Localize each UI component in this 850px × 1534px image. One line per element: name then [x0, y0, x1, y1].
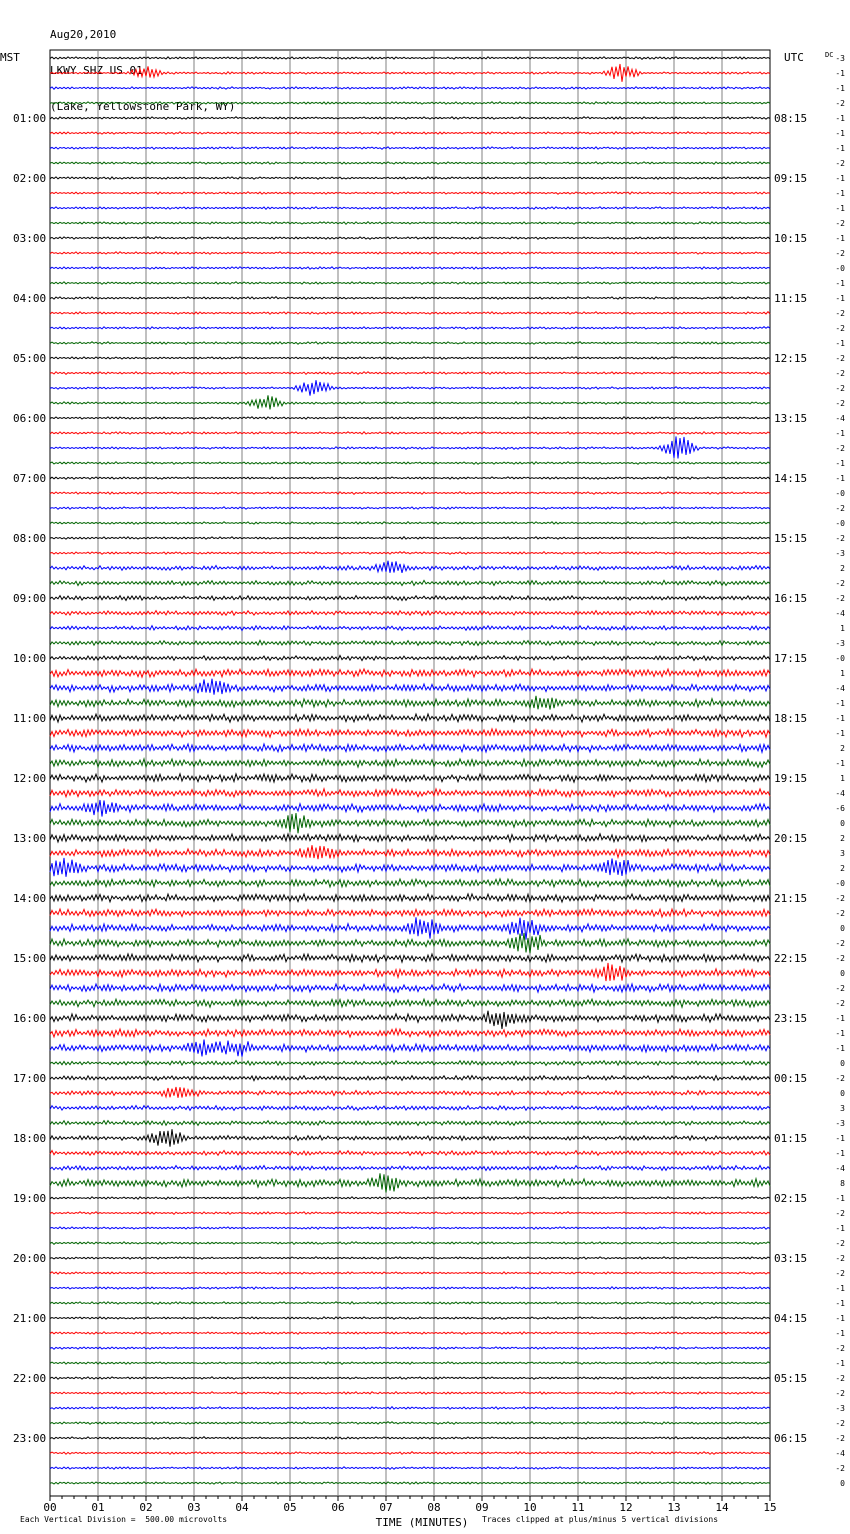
seismic-trace: [50, 342, 770, 345]
seismic-trace: [50, 1076, 770, 1081]
seismic-trace: [50, 954, 770, 962]
seismic-trace: [50, 207, 770, 210]
utc-axis-title: UTC: [784, 51, 804, 64]
dc-offset-label: -1: [835, 1284, 845, 1293]
x-tick-label: 07: [379, 1501, 393, 1514]
dc-offset-label: -1: [835, 339, 845, 348]
seismic-trace: [50, 222, 770, 225]
dc-offset-label: -2: [835, 219, 845, 228]
mst-hour-label: 18:00: [13, 1132, 47, 1145]
utc-hour-label: 03:15: [774, 1252, 808, 1265]
dc-offset-label: -2: [835, 1209, 845, 1218]
seismic-trace: [50, 87, 770, 89]
x-tick-label: 05: [283, 1501, 297, 1514]
dc-offset-label: -2: [835, 444, 845, 453]
seismic-trace: [50, 729, 770, 737]
utc-hour-label: 02:15: [774, 1192, 808, 1205]
dc-offset-label: -1: [835, 1359, 845, 1368]
dc-offset-label: -2: [835, 309, 845, 318]
utc-hour-label: 06:15: [774, 1432, 808, 1445]
mst-hour-label: 17:00: [13, 1072, 47, 1085]
seismic-trace: [50, 147, 770, 149]
dc-offset-label: -2: [835, 894, 845, 903]
dc-offset-label: -1: [835, 204, 845, 213]
seismic-trace: [50, 774, 770, 782]
seismic-trace: [50, 312, 770, 315]
dc-offset-label: -3: [835, 549, 845, 558]
dc-offset-label: -0: [835, 654, 845, 663]
dc-offset-label: -2: [835, 999, 845, 1008]
seismic-trace: [50, 1166, 770, 1171]
seismic-trace: [50, 1087, 770, 1098]
seismic-trace: [50, 696, 770, 710]
utc-hour-label: 17:15: [774, 652, 808, 665]
seismic-trace: [50, 1129, 770, 1147]
seismic-trace: [50, 537, 770, 540]
seismic-trace: [50, 252, 770, 254]
x-tick-label: 15: [763, 1501, 777, 1514]
utc-hour-label: 22:15: [774, 952, 808, 965]
dc-offset-label: 0: [840, 924, 845, 933]
mst-hour-label: 12:00: [13, 772, 47, 785]
utc-hour-label: 11:15: [774, 292, 808, 305]
seismic-trace: [50, 237, 770, 240]
seismic-trace: [50, 596, 770, 601]
seismic-trace: [50, 759, 770, 767]
dc-offset-label: -1: [835, 429, 845, 438]
utc-hour-label: 00:15: [774, 1072, 808, 1085]
dc-offset-label: -2: [835, 354, 845, 363]
seismic-trace: [50, 102, 770, 105]
dc-offset-label: -2: [835, 1269, 845, 1278]
dc-offset-label: 0: [840, 1089, 845, 1098]
seismic-trace: [50, 492, 770, 495]
utc-hour-label: 10:15: [774, 232, 808, 245]
location-label: (Lake, Yellowstone Park, WY): [50, 100, 236, 113]
seismic-trace: [50, 462, 770, 464]
date-label: Aug20,2010: [50, 28, 117, 41]
seismic-trace: [50, 1212, 770, 1215]
mst-hour-label: 11:00: [13, 712, 47, 725]
dc-offset-label: -2: [835, 369, 845, 378]
dc-offset-label: -2: [835, 939, 845, 948]
dc-offset-label: -0: [835, 489, 845, 498]
dc-offset-label: 3: [840, 1104, 845, 1113]
dc-offset-label: -2: [835, 324, 845, 333]
seismic-trace: [50, 611, 770, 616]
dc-offset-label: -2: [835, 384, 845, 393]
mst-hour-label: 16:00: [13, 1012, 47, 1025]
mst-hour-label: 01:00: [13, 112, 47, 125]
dc-offset-label: 0: [840, 969, 845, 978]
seismic-trace: [50, 714, 770, 722]
dc-offset-label: -4: [835, 684, 845, 693]
seismic-trace: [50, 132, 770, 135]
mst-hour-label: 03:00: [13, 232, 47, 245]
dc-offset-label: -1: [835, 459, 845, 468]
seismic-trace: [50, 1482, 770, 1484]
station-label: LKWY SHZ US 01: [50, 64, 143, 77]
dc-offset-label: -2: [835, 249, 845, 258]
seismic-trace: [50, 909, 770, 917]
seismic-trace: [50, 834, 770, 842]
dc-offset-label: -1: [835, 1014, 845, 1023]
seismic-trace: [50, 669, 770, 677]
plot-frame: [50, 50, 770, 1496]
seismic-trace: [50, 380, 770, 396]
mst-hour-label: 19:00: [13, 1192, 47, 1205]
dc-offset-label: 2: [840, 834, 845, 843]
mst-hour-label: 14:00: [13, 892, 47, 905]
seismic-trace: [50, 580, 770, 585]
seismic-trace: [50, 656, 770, 661]
dc-offset-label: -2: [835, 534, 845, 543]
dc-offset-label: -1: [835, 84, 845, 93]
seismic-trace: [50, 477, 770, 479]
seismic-trace: [50, 813, 770, 833]
seismic-trace: [50, 1242, 770, 1245]
dc-offset-label: -2: [835, 1374, 845, 1383]
utc-hour-label: 04:15: [774, 1312, 808, 1325]
seismic-trace: [50, 626, 770, 631]
utc-hour-label: 16:15: [774, 592, 808, 605]
dc-offset-label: -3: [835, 639, 845, 648]
seismic-trace: [50, 789, 770, 797]
seismic-trace: [50, 933, 770, 953]
seismic-trace: [50, 1151, 770, 1156]
seismic-trace: [50, 1407, 770, 1410]
utc-hour-label: 23:15: [774, 1012, 808, 1025]
utc-hour-label: 18:15: [774, 712, 808, 725]
x-tick-label: 01: [91, 1501, 105, 1514]
x-tick-label: 03: [187, 1501, 201, 1514]
seismic-trace: [50, 267, 770, 270]
seismic-trace: [50, 1173, 770, 1192]
utc-hour-label: 12:15: [774, 352, 808, 365]
dc-label: DC: [825, 51, 834, 59]
seismic-trace: [50, 177, 770, 180]
utc-hour-label: 19:15: [774, 772, 808, 785]
seismic-trace: [50, 162, 770, 164]
mst-hour-label: 06:00: [13, 412, 47, 425]
mst-hour-label: 22:00: [13, 1372, 47, 1385]
seismic-trace: [50, 879, 770, 887]
seismic-trace: [50, 522, 770, 525]
dc-offset-label: -1: [835, 294, 845, 303]
seismic-trace: [50, 917, 770, 939]
dc-offset-label: -3: [835, 54, 845, 63]
seismic-trace: [50, 327, 770, 330]
seismic-trace: [50, 1011, 770, 1029]
seismic-trace: [50, 845, 770, 859]
seismic-trace: [50, 64, 770, 82]
x-axis-label: TIME (MINUTES): [375, 1516, 469, 1529]
dc-offset-label: -1: [835, 114, 845, 123]
dc-offset-label: -2: [835, 1254, 845, 1263]
mst-hour-label: 08:00: [13, 532, 47, 545]
seismic-trace: [50, 1467, 770, 1470]
dc-offset-label: -3: [835, 1404, 845, 1413]
dc-offset-label: -4: [835, 789, 845, 798]
seismic-trace: [50, 282, 770, 284]
seismic-trace: [50, 1302, 770, 1305]
dc-offset-label: 1: [840, 774, 845, 783]
dc-offset-label: 1: [840, 624, 845, 633]
mst-hour-label: 10:00: [13, 652, 47, 665]
seismic-trace: [50, 1040, 770, 1057]
dc-offset-label: -1: [835, 174, 845, 183]
dc-offset-label: 1: [840, 669, 845, 678]
utc-hour-label: 08:15: [774, 112, 808, 125]
dc-offset-label: -1: [835, 69, 845, 78]
seismic-trace: [50, 1332, 770, 1334]
seismic-trace: [50, 1272, 770, 1274]
dc-offset-label: -2: [835, 1344, 845, 1353]
dc-offset-label: -1: [835, 1134, 845, 1143]
seismic-trace: [50, 1377, 770, 1380]
scale-note: Each Vertical Division = 500.00 microvolts: [20, 1515, 228, 1524]
seismic-trace: [50, 1362, 770, 1365]
utc-hour-label: 21:15: [774, 892, 808, 905]
seismic-trace: [50, 357, 770, 359]
seismic-trace: [50, 640, 770, 645]
mst-hour-label: 20:00: [13, 1252, 47, 1265]
dc-offset-label: -4: [835, 609, 845, 618]
mst-hour-label: 21:00: [13, 1312, 47, 1325]
dc-offset-label: -1: [835, 1149, 845, 1158]
dc-offset-label: -1: [835, 1029, 845, 1038]
utc-hour-label: 05:15: [774, 1372, 808, 1385]
seismic-trace: [50, 1287, 770, 1290]
mst-hour-label: 02:00: [13, 172, 47, 185]
mst-hour-label: 04:00: [13, 292, 47, 305]
seismic-trace: [50, 963, 770, 981]
dc-offset-label: -1: [835, 1329, 845, 1338]
seismic-trace: [50, 507, 770, 510]
dc-offset-label: -2: [835, 909, 845, 918]
seismic-trace: [50, 1029, 770, 1037]
dc-offset-label: -1: [835, 189, 845, 198]
mst-hour-label: 15:00: [13, 952, 47, 965]
seismic-trace: [50, 561, 770, 573]
seismic-trace: [50, 1257, 770, 1259]
dc-offset-label: -1: [835, 144, 845, 153]
dc-offset-label: -4: [835, 1449, 845, 1458]
seismic-trace: [50, 1422, 770, 1425]
seismic-trace: [50, 1437, 770, 1439]
x-tick-label: 06: [331, 1501, 345, 1514]
x-tick-label: 08: [427, 1501, 441, 1514]
x-tick-label: 12: [619, 1501, 633, 1514]
seismic-trace: [50, 744, 770, 752]
mst-hour-label: 07:00: [13, 472, 47, 485]
utc-hour-label: 15:15: [774, 532, 808, 545]
dc-offset-label: -2: [835, 1464, 845, 1473]
x-tick-label: 09: [475, 1501, 489, 1514]
dc-offset-label: -2: [835, 504, 845, 513]
x-tick-label: 04: [235, 1501, 249, 1514]
seismic-trace: [50, 1392, 770, 1395]
x-tick-label: 11: [571, 1501, 585, 1514]
seismic-trace: [50, 1452, 770, 1455]
seismic-trace: [50, 1197, 770, 1200]
utc-hour-label: 14:15: [774, 472, 808, 485]
dc-offset-label: 2: [840, 744, 845, 753]
seismic-trace: [50, 417, 770, 420]
dc-offset-label: -3: [835, 1119, 845, 1128]
seismic-trace: [50, 297, 770, 300]
dc-offset-label: -2: [835, 99, 845, 108]
dc-offset-label: -2: [835, 594, 845, 603]
dc-offset-label: 2: [840, 564, 845, 573]
seismic-trace: [50, 1227, 770, 1229]
dc-offset-label: -1: [835, 129, 845, 138]
dc-offset-label: -1: [835, 1224, 845, 1233]
x-tick-label: 02: [139, 1501, 153, 1514]
dc-offset-label: -2: [835, 954, 845, 963]
dc-offset-label: 0: [840, 819, 845, 828]
dc-offset-label: 8: [840, 1179, 845, 1188]
seismic-trace: [50, 552, 770, 555]
utc-hour-label: 01:15: [774, 1132, 808, 1145]
seismic-trace: [50, 1106, 770, 1111]
seismic-trace: [50, 679, 770, 695]
seismic-trace: [50, 984, 770, 992]
dc-offset-label: -2: [835, 1419, 845, 1428]
seismic-trace: [50, 372, 770, 375]
seismic-trace: [50, 1061, 770, 1066]
dc-offset-label: -1: [835, 699, 845, 708]
dc-offset-label: -1: [835, 1314, 845, 1323]
seismic-trace: [50, 1317, 770, 1320]
dc-offset-label: -2: [835, 159, 845, 168]
clip-note: Traces clipped at plus/minus 5 vertical divisions: [482, 1515, 719, 1524]
dc-offset-label: -1: [835, 279, 845, 288]
mst-hour-label: 13:00: [13, 832, 47, 845]
dc-offset-label: -1: [835, 759, 845, 768]
x-tick-label: 00: [43, 1501, 57, 1514]
seismic-trace: [50, 192, 770, 194]
mst-hour-label: 09:00: [13, 592, 47, 605]
dc-offset-label: -2: [835, 579, 845, 588]
dc-offset-label: -2: [835, 399, 845, 408]
dc-offset-label: -0: [835, 519, 845, 528]
dc-offset-label: -2: [835, 1239, 845, 1248]
dc-offset-label: -1: [835, 729, 845, 738]
x-tick-label: 13: [667, 1501, 681, 1514]
dc-offset-label: -1: [835, 234, 845, 243]
mst-hour-label: 23:00: [13, 1432, 47, 1445]
seismic-trace: [50, 395, 770, 409]
seismic-trace: [50, 999, 770, 1007]
mst-hour-label: 05:00: [13, 352, 47, 365]
seismic-trace: [50, 117, 770, 119]
utc-hour-label: 13:15: [774, 412, 808, 425]
seismic-trace: [50, 1121, 770, 1126]
utc-hour-label: 09:15: [774, 172, 808, 185]
dc-offset-label: -2: [835, 1074, 845, 1083]
dc-offset-label: -1: [835, 474, 845, 483]
seismic-trace: [50, 436, 770, 458]
dc-offset-label: -2: [835, 1434, 845, 1443]
dc-offset-label: -6: [835, 804, 845, 813]
dc-offset-label: 0: [840, 1059, 845, 1068]
dc-offset-label: -0: [835, 264, 845, 273]
x-tick-label: 14: [715, 1501, 729, 1514]
seismic-trace: [50, 800, 770, 817]
utc-hour-label: 20:15: [774, 832, 808, 845]
dc-offset-label: 2: [840, 864, 845, 873]
seismic-trace: [50, 894, 770, 902]
dc-offset-label: -1: [835, 1299, 845, 1308]
mst-axis-title: MST: [0, 51, 20, 64]
x-tick-label: 10: [523, 1501, 537, 1514]
dc-offset-label: -0: [835, 879, 845, 888]
seismic-trace: [50, 1347, 770, 1349]
dc-offset-label: 3: [840, 849, 845, 858]
dc-offset-label: -2: [835, 1389, 845, 1398]
dc-offset-label: -4: [835, 414, 845, 423]
dc-offset-label: -1: [835, 1194, 845, 1203]
dc-offset-label: -1: [835, 714, 845, 723]
dc-offset-label: -1: [835, 1044, 845, 1053]
seismic-trace: [50, 858, 770, 877]
seismic-trace: [50, 57, 770, 60]
dc-offset-label: -2: [835, 984, 845, 993]
seismic-trace: [50, 432, 770, 435]
dc-offset-label: -4: [835, 1164, 845, 1173]
dc-offset-label: 0: [840, 1479, 845, 1488]
